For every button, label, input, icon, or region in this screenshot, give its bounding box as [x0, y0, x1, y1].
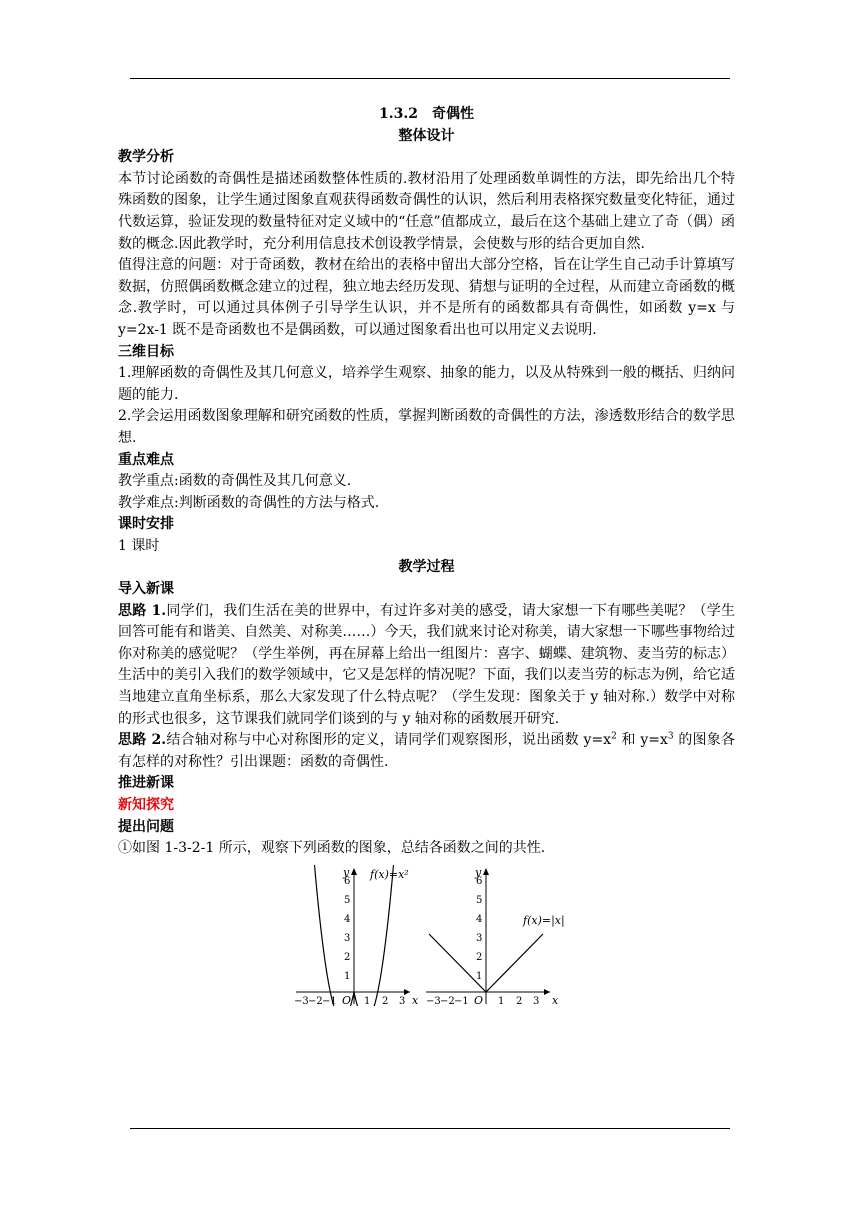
x-tick-label: −3: [294, 995, 309, 1006]
goal-2: 2.学会运用函数图象理解和研究函数的性质，掌握判断函数的奇偶性的方法，渗透数形结合的数学思想.: [118, 408, 735, 446]
x-tick-label: −1: [322, 995, 337, 1006]
x-axis-label-2: x: [552, 993, 559, 1006]
x-tick-label: −2: [308, 995, 323, 1006]
x-tick-label: 3: [533, 995, 540, 1006]
key-points-heading: 重点难点: [118, 451, 174, 468]
figure-1-3-2-1: [118, 864, 735, 1006]
analysis-paragraph-2: 值得注意的问题：对于奇函数，教材在给出的表格中留出大部分空格，旨在让学生自己动手计算填写数据，仿照偶函数概念建立的过程，独立地去经历发现、猜想与证明的全过程，从而建立奇函数的概念.教学时，可以通过具体例子引导学生认识，并不是所有的函数都具有奇偶性，如函数 y=x 与 y=2x-1 既不是奇函数也不是偶函数，可以通过图象看出也可以用定义去说明.: [118, 257, 735, 338]
intro-heading: 导入新课: [118, 581, 174, 598]
y-tick-label: 4: [344, 913, 351, 925]
x-tick-label: 3: [399, 995, 406, 1006]
advance-heading: 推进新课: [118, 775, 174, 792]
y-tick-label: 5: [476, 894, 483, 906]
section-title: 1.3.2 奇偶性: [379, 106, 474, 122]
x-axis-label-1: x: [412, 993, 419, 1006]
x-arrow-1: [404, 989, 410, 995]
y-arrow-1: [351, 868, 357, 875]
y-axis-label-1: y: [343, 865, 350, 879]
idea-2-paragraph: [118, 730, 735, 773]
y-tick-label: 3: [476, 932, 483, 944]
origin-label-2: O: [474, 993, 484, 1006]
analysis-heading: 教学分析: [118, 149, 174, 166]
schedule-heading: 课时安排: [118, 516, 174, 533]
y-tick-label: 1: [344, 970, 351, 982]
key-point-1: 教学重点:函数的奇偶性及其几何意义.: [118, 473, 352, 490]
explore-heading: 新知探究: [118, 797, 174, 813]
x-tick-label: 1: [364, 995, 371, 1006]
origin-label-1: O: [342, 993, 352, 1006]
idea-1-label: 思路 1.: [118, 602, 167, 619]
x-tick-label: 2: [382, 995, 389, 1006]
figure-graphs: [118, 864, 735, 1006]
y-ticks-2: [476, 876, 482, 982]
y-tick-label: 3: [344, 932, 351, 944]
idea-1-paragraph: [118, 601, 735, 731]
header-rule: [130, 78, 730, 79]
goals-heading: 三维目标: [118, 343, 174, 360]
idea-2-text-a: 结合轴对称与中心对称图形的定义，请同学们观察图形，说出函数 y=x: [166, 732, 612, 749]
question-1: ①如图 1-3-2-1 所示，观察下列函数的图象，总结各函数之间的共性.: [118, 840, 546, 857]
graph-abs-x: [426, 866, 565, 1006]
process-title: 教学过程: [398, 559, 455, 576]
key-point-2: 教学难点:判断函数的奇偶性的方法与格式.: [118, 494, 380, 511]
design-title: 整体设计: [398, 127, 455, 144]
function-label-x-squared: f(x)=x²: [370, 867, 409, 881]
graph-x-squared: [294, 865, 419, 1006]
goal-1: 1.理解函数的奇偶性及其几何意义，培养学生观察、抽象的能力，以及从特殊到一般的概括、归纳问题的能力.: [118, 365, 735, 403]
x-tick-label: 1: [498, 995, 505, 1006]
x-arrow-2: [544, 989, 550, 995]
analysis-paragraph-1: 本节讨论函数的奇偶性是描述函数整体性质的.教材沿用了处理函数单调性的方法，即先给出几个特殊函数的图象，让学生通过图象直观获得函数奇偶性的认识，然后利用表格探究数量变化特征，通过代数运算，验证发现的数量特征对定义域中的“任意”值都成立，最后在这个基础上建立了奇（偶）函数的概念.因此教学时，充分利用信息技术创设教学情景，会使数与形的结合更加自然.: [118, 170, 735, 252]
y-tick-label: 4: [476, 913, 483, 925]
y-tick-label: 5: [344, 894, 351, 906]
x-tick-label: −3: [426, 995, 441, 1006]
exponent-3: 3: [667, 731, 674, 742]
exponent-2: 2: [611, 731, 617, 742]
y-axis-label-2: y: [475, 865, 482, 879]
footer-rule: [130, 1128, 730, 1129]
x-tick-label: −2: [440, 995, 455, 1006]
y-ticks-1: [344, 876, 350, 982]
x-tick-label: −1: [454, 995, 469, 1006]
y-tick-label: 6: [344, 875, 351, 887]
y-tick-label: 6: [476, 875, 483, 887]
idea-2-text-b: 和 y=x: [616, 732, 668, 749]
idea-2-text-c: 的图象各有怎样的对称性？引出课题：函数的奇偶性.: [118, 732, 735, 770]
schedule-value: 1 课时: [118, 537, 160, 554]
x-tick-label: 2: [516, 995, 523, 1006]
y-tick-label: 2: [344, 951, 351, 963]
document-body: [118, 104, 735, 1006]
question-heading: 提出问题: [118, 818, 174, 835]
y-tick-label: 1: [476, 970, 483, 982]
idea-2-label: 思路 2.: [118, 732, 167, 749]
idea-1-text: 同学们，我们生活在美的世界中，有过许多对美的感受，请大家想一下有哪些美呢？（学生回答可能有和谐美、自然美、对称美……）今天，我们就来讨论对称美，请大家想一下哪些事物给过你对称美的感觉呢？（学生举例，再在屏幕上给出一组图片：喜字、蝴蝶、建筑物、麦当劳的标志）生活中的美引入我们的数学领域中，它又是怎样的情况呢？下面，我们以麦当劳的标志为例，给它适当地建立直角坐标系，那么大家发现了什么特点呢？（学生发现：图象关于 y 轴对称.）数学中对称的形式也很多，这节课我们就同学们谈到的与 y 轴对称的函数展开研究.: [118, 602, 735, 727]
function-label-abs-x: f(x)=|x|: [523, 913, 565, 927]
y-arrow-2: [483, 868, 489, 875]
y-tick-label: 2: [476, 951, 483, 963]
